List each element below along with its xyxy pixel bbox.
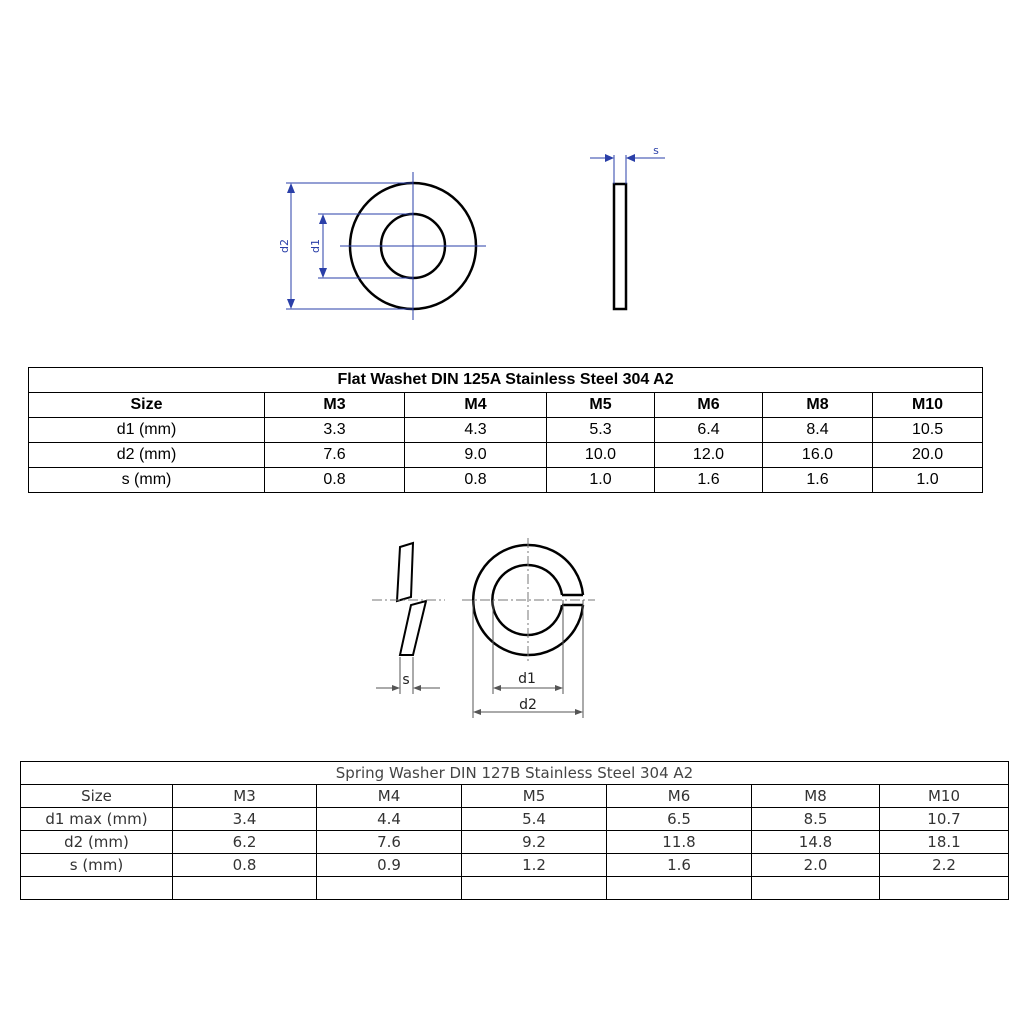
table-cell <box>173 877 317 900</box>
table-cell <box>752 877 880 900</box>
table-cell: 6.2 <box>173 831 317 854</box>
table-header-cell: M4 <box>405 393 547 418</box>
table-cell: 1.6 <box>655 468 763 493</box>
table-cell <box>880 877 1009 900</box>
flat-table-header-row <box>29 393 983 418</box>
table-row <box>29 468 983 493</box>
table-cell: 1.6 <box>763 468 873 493</box>
table-cell: d2 (mm) <box>29 443 265 468</box>
spring-d2-label: d2 <box>519 697 537 713</box>
table-cell: 2.2 <box>880 854 1009 877</box>
table-cell: 18.1 <box>880 831 1009 854</box>
spring-d1-label: d1 <box>518 671 536 687</box>
table-header-cell: Size <box>21 785 173 808</box>
table-cell: 2.0 <box>752 854 880 877</box>
table-cell: s (mm) <box>21 854 173 877</box>
table-cell: 0.8 <box>173 854 317 877</box>
flat-washer-side-view <box>614 184 626 309</box>
table-header-cell: M8 <box>763 393 873 418</box>
table-cell: 14.8 <box>752 831 880 854</box>
spring-table-title: Spring Washer DIN 127B Stainless Steel 304 A2 <box>21 762 1009 785</box>
table-header-cell: M4 <box>317 785 462 808</box>
table-header-cell: M6 <box>607 785 752 808</box>
flat-washer-front-view <box>340 172 486 320</box>
table-cell: 16.0 <box>763 443 873 468</box>
table-cell: 1.0 <box>873 468 983 493</box>
table-cell: 6.4 <box>655 418 763 443</box>
table-cell: 12.0 <box>655 443 763 468</box>
table-cell: 20.0 <box>873 443 983 468</box>
table-cell: 10.7 <box>880 808 1009 831</box>
table-cell: 10.5 <box>873 418 983 443</box>
table-cell <box>21 877 173 900</box>
spring-center-lines <box>462 538 595 662</box>
table-cell: 3.4 <box>173 808 317 831</box>
table-cell: 0.8 <box>265 468 405 493</box>
table-cell: 0.8 <box>405 468 547 493</box>
table-cell: 11.8 <box>607 831 752 854</box>
table-cell: 7.6 <box>265 443 405 468</box>
table-cell: 5.4 <box>462 808 607 831</box>
table-cell: s (mm) <box>29 468 265 493</box>
table-row <box>29 443 983 468</box>
table-cell: 10.0 <box>547 443 655 468</box>
spring-table-header-row <box>21 785 1009 808</box>
table-header-cell: M10 <box>880 785 1009 808</box>
flat-s-dimension <box>590 154 665 184</box>
table-header-cell: M3 <box>173 785 317 808</box>
flat-d2-label: d2 <box>278 239 291 253</box>
spring-washer-side-view <box>372 543 445 655</box>
flat-washer-table <box>28 367 983 493</box>
table-row <box>21 808 1009 831</box>
spring-washer-table <box>20 761 1009 900</box>
flat-table-title: Flat Washet DIN 125A Stainless Steel 304 A2 <box>29 368 983 393</box>
table-header-cell: M10 <box>873 393 983 418</box>
table-cell: 9.2 <box>462 831 607 854</box>
table-cell: 1.2 <box>462 854 607 877</box>
table-cell: 4.3 <box>405 418 547 443</box>
spring-s-label: s <box>402 672 410 688</box>
table-cell: d1 max (mm) <box>21 808 173 831</box>
table-cell <box>607 877 752 900</box>
flat-d1-label: d1 <box>309 239 322 253</box>
table-cell <box>317 877 462 900</box>
table-header-cell: M5 <box>462 785 607 808</box>
table-row <box>21 877 1009 900</box>
table-cell: 8.4 <box>763 418 873 443</box>
table-row <box>21 831 1009 854</box>
table-row <box>29 418 983 443</box>
table-header-cell: Size <box>29 393 265 418</box>
table-cell: 9.0 <box>405 443 547 468</box>
table-cell: 5.3 <box>547 418 655 443</box>
table-cell <box>462 877 607 900</box>
table-header-cell: M3 <box>265 393 405 418</box>
flat-s-label: s <box>653 144 659 157</box>
spring-washer-drawing <box>0 520 1024 730</box>
table-cell: d1 (mm) <box>29 418 265 443</box>
table-cell: 4.4 <box>317 808 462 831</box>
table-cell: 7.6 <box>317 831 462 854</box>
table-cell: d2 (mm) <box>21 831 173 854</box>
table-cell: 1.6 <box>607 854 752 877</box>
table-header-cell: M5 <box>547 393 655 418</box>
table-cell: 0.9 <box>317 854 462 877</box>
table-row <box>21 854 1009 877</box>
flat-washer-drawing <box>0 0 1024 340</box>
table-cell: 6.5 <box>607 808 752 831</box>
table-cell: 8.5 <box>752 808 880 831</box>
table-header-cell: M8 <box>752 785 880 808</box>
table-header-cell: M6 <box>655 393 763 418</box>
table-cell: 1.0 <box>547 468 655 493</box>
table-cell: 3.3 <box>265 418 405 443</box>
